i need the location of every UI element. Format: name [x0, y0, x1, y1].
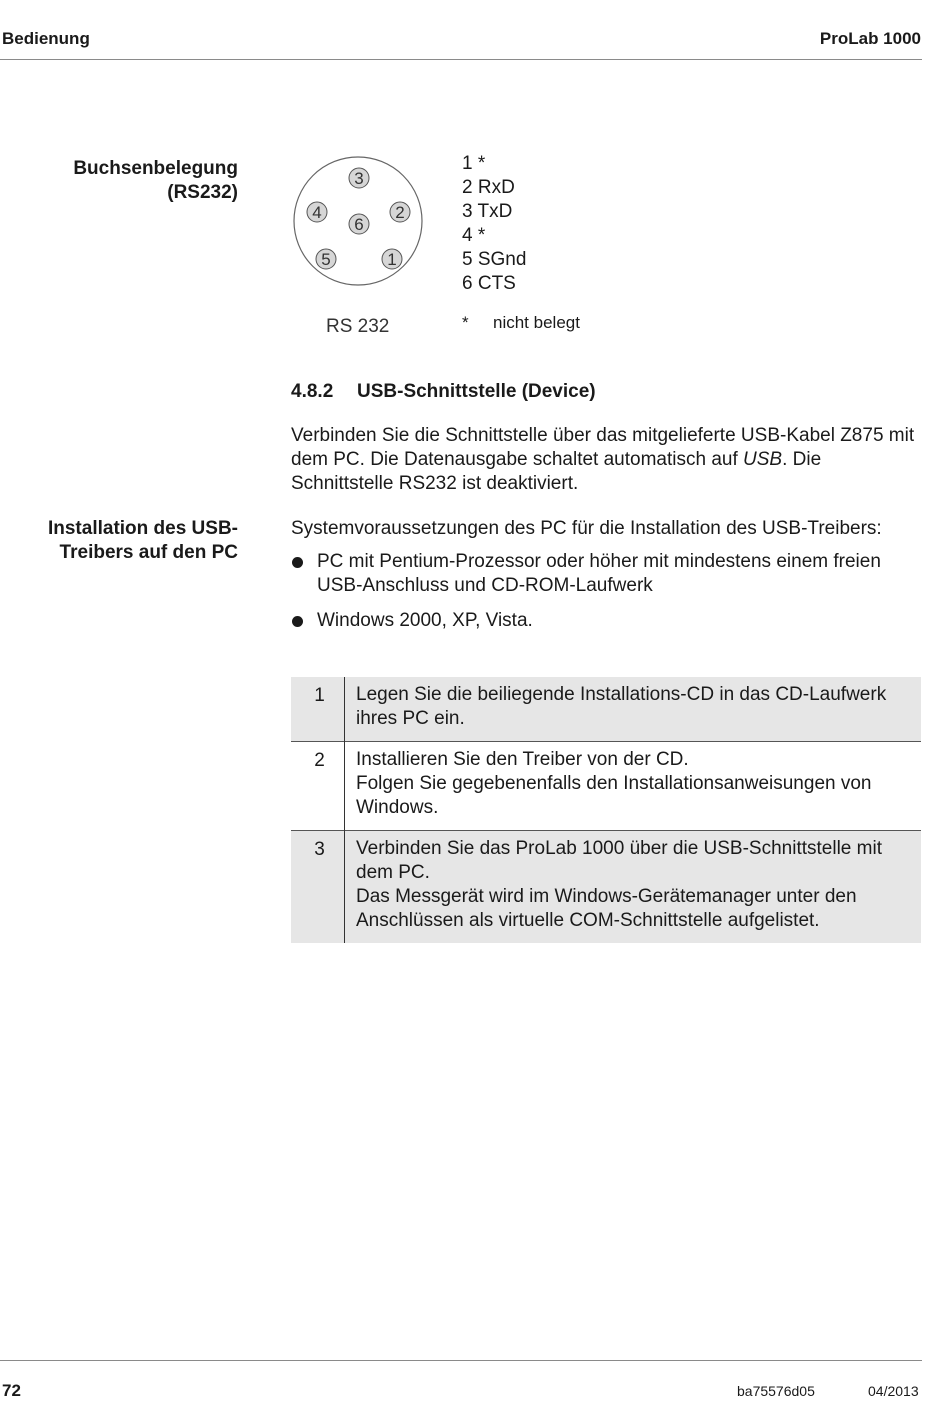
- bullet-text: PC mit Pentium-Prozessor oder höher mit mindestens einem freien USB-Anschluss und CD-ROM-Laufwerk: [317, 551, 881, 596]
- step-number: 1: [291, 677, 345, 742]
- requirements-text: Systemvoraussetzungen des PC für die Installation des USB-Treibers:: [291, 518, 882, 539]
- usb-intro-text-end: . Die Schnittstelle RS232 ist deaktiviert.: [291, 449, 822, 494]
- pin-assignment-list: [462, 152, 526, 296]
- bullet-dot-icon: [292, 616, 303, 627]
- header-product-name: ProLab 1000: [819, 29, 921, 48]
- section-heading-number: 4.8.2: [291, 381, 334, 402]
- bullet-dot-icon: [292, 557, 303, 568]
- socket-section-title: [0, 157, 238, 205]
- section-heading-title: USB-Schnittstelle (Device): [357, 381, 596, 402]
- socket-caption: RS 232: [326, 316, 390, 337]
- step-number: 3: [291, 831, 345, 944]
- socket-title-line2: (RS232): [167, 182, 238, 203]
- table-row: [291, 677, 921, 742]
- svg-text:4: 4: [312, 203, 322, 222]
- step-number: 2: [291, 742, 345, 831]
- step-line: Installieren Sie den Treiber von der CD.: [356, 749, 689, 770]
- pin-assignment-item: 6 CTS: [462, 273, 516, 294]
- section-heading: [291, 381, 596, 403]
- rs232-socket-diagram: [290, 150, 430, 295]
- install-title-line2: Treibers auf den PC: [59, 542, 238, 563]
- footnote-text: nicht belegt: [493, 313, 580, 332]
- pin-assignment-item: 4 *: [462, 225, 486, 246]
- svg-text:1: 1: [387, 250, 397, 269]
- installation-steps-table: [291, 677, 921, 943]
- usb-intro-paragraph: [291, 424, 923, 496]
- footer-rule: [0, 1360, 922, 1361]
- header-section-title: Bedienung: [2, 29, 90, 48]
- pin-assignment-item: 3 TxD: [462, 201, 513, 222]
- pin-6: [349, 214, 369, 234]
- pin-4: [307, 202, 327, 222]
- pin-2: [390, 202, 410, 222]
- bullet-item: [292, 550, 922, 598]
- usb-intro-italic: USB: [743, 449, 783, 470]
- bullet-item: [292, 609, 922, 633]
- document-date: 04/2013: [868, 1383, 919, 1399]
- svg-text:5: 5: [321, 250, 331, 269]
- footnote-mark: *: [462, 313, 469, 332]
- svg-text:6: 6: [354, 215, 364, 234]
- pin-assignment-item: 1 *: [462, 153, 486, 174]
- install-section-title: [0, 517, 238, 565]
- pin-3: [349, 168, 369, 188]
- step-text: [345, 677, 922, 742]
- table-row: [291, 742, 921, 831]
- step-text: [345, 831, 922, 944]
- pin-5: [316, 249, 336, 269]
- document-id: ba75576d05: [737, 1383, 815, 1399]
- table-row: [291, 831, 921, 944]
- step-text: [345, 742, 922, 831]
- bullet-text: Windows 2000, XP, Vista.: [317, 610, 533, 631]
- usb-intro-text: Verbinden Sie die Schnittstelle über das mitgelieferte USB-Kabel Z875 mit dem PC. Die Datenausgabe schaltet automatisch auf: [291, 425, 915, 470]
- step-line: Verbinden Sie das ProLab 1000 über die USB-Schnittstelle mit dem PC.: [356, 838, 882, 883]
- step-line: Folgen Sie gegebenenfalls den Installationsanweisungen von Windows.: [356, 773, 872, 818]
- install-title-line1: Installation des USB-: [47, 518, 238, 539]
- socket-title-line1: Buchsenbelegung: [73, 158, 238, 179]
- pin-assignment-item: 2 RxD: [462, 177, 515, 198]
- pin-1: [382, 249, 402, 269]
- svg-text:2: 2: [395, 203, 405, 222]
- pin-assignment-item: 5 SGnd: [462, 249, 527, 270]
- page-number: 72: [2, 1381, 21, 1400]
- step-line: Legen Sie die beiliegende Installations-CD in das CD-Laufwerk ihres PC ein.: [356, 684, 887, 729]
- svg-text:3: 3: [354, 169, 364, 188]
- step-line: Das Messgerät wird im Windows-Gerätemanager unter den Anschlüssen als virtuelle COM-Schnittstelle aufgelistet.: [356, 886, 857, 931]
- header-rule: [0, 59, 922, 60]
